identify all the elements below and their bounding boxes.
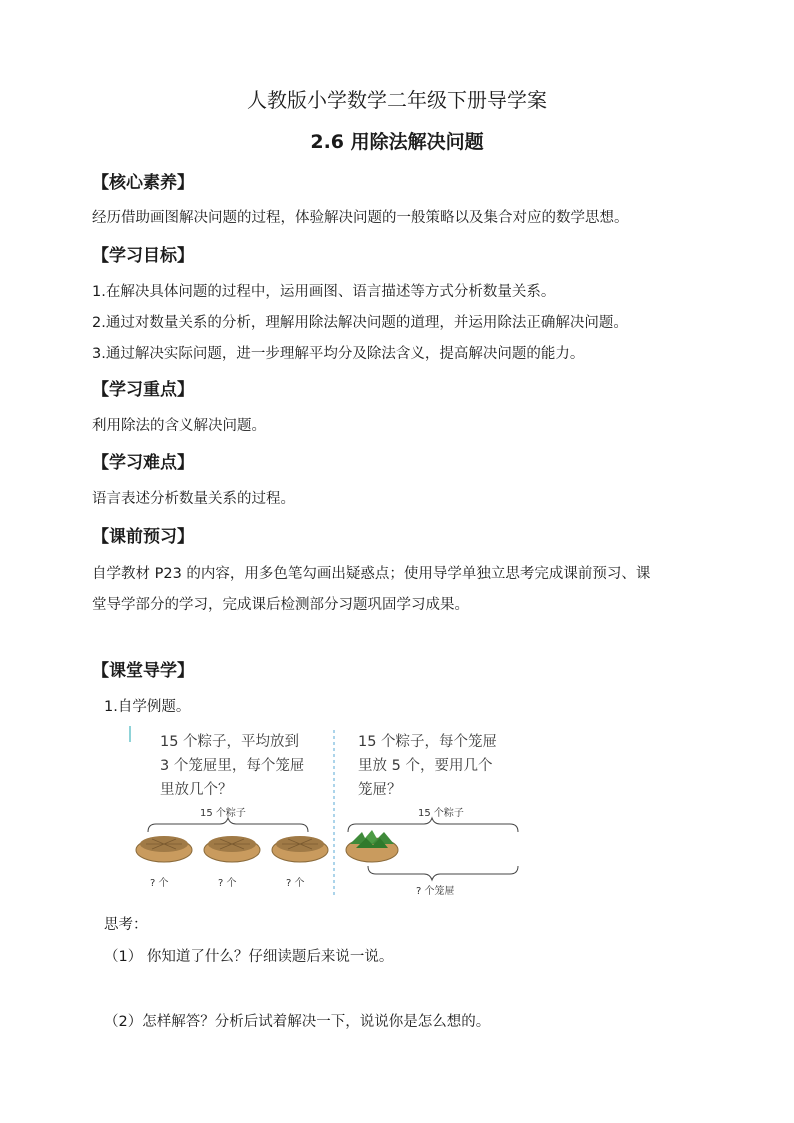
right-answer: ? 个笼屉 — [416, 886, 455, 897]
steamer-with-zongzi — [346, 830, 398, 862]
left-brace-label: 15 个粽子 — [200, 808, 246, 819]
goal-item-2: 2.通过对数量关系的分析，理解用除法解决问题的道理，并运用除法正确解决问题。 — [92, 315, 628, 331]
heading-core: 【核心素养】 — [92, 173, 194, 193]
left-answer-1: ? 个 — [150, 878, 169, 889]
steamer-basket-2 — [204, 836, 260, 862]
left-brace — [148, 818, 308, 832]
left-problem-line-3: 里放几个？ — [160, 782, 233, 798]
steamer-basket-1 — [136, 836, 192, 862]
document-title: 人教版小学数学二年级下册导学案 — [247, 88, 547, 112]
focus-text: 利用除法的含义解决问题。 — [92, 418, 266, 434]
preview-line-2: 堂导学部分的学习，完成课后检测部分习题巩固学习成果。 — [92, 597, 469, 613]
core-text: 经历借助画图解决问题的过程，体验解决问题的一般策略以及集合对应的数学思想。 — [92, 210, 629, 226]
left-problem-line-1: 15 个粽子，平均放到 — [160, 734, 300, 750]
preview-line-1: 自学教材 P23 的内容，用多色笔勾画出疑惑点；使用导学单独立思考完成课前预习、课 — [92, 566, 651, 582]
left-answer-3: ? 个 — [286, 878, 305, 889]
right-top-brace — [348, 818, 518, 832]
right-bottom-brace — [368, 866, 518, 880]
right-brace-label: 15 个粽子 — [418, 808, 464, 819]
heading-goals: 【学习目标】 — [92, 246, 194, 266]
right-problem-line-1: 15 个粽子，每个笼屉 — [358, 734, 498, 750]
guide-item-1: 1.自学例题。 — [104, 699, 191, 715]
goal-item-3: 3.通过解决实际问题，进一步理解平均分及除法含义，提高解决问题的能力。 — [92, 346, 585, 362]
left-answer-2: ? 个 — [218, 878, 237, 889]
thinking-question-1: （1） 你知道了什么？仔细读题后来说一说。 — [104, 949, 394, 965]
left-problem-line-2: 3 个笼屉里，每个笼屉 — [160, 758, 305, 774]
right-problem-line-3: 笼屉？ — [358, 782, 402, 798]
example-figure — [124, 720, 524, 900]
heading-guide: 【课堂导学】 — [92, 661, 194, 681]
right-problem-line-2: 里放 5 个，要用几个 — [358, 758, 493, 774]
thinking-label: 思考： — [104, 917, 148, 933]
goal-item-1: 1.在解决具体问题的过程中，运用画图、语言描述等方式分析数量关系。 — [92, 284, 556, 300]
steamer-basket-3 — [272, 836, 328, 862]
difficulty-text: 语言表述分析数量关系的过程。 — [92, 491, 295, 507]
thinking-question-2: （2）怎样解答？分析后试着解决一下，说说你是怎么想的。 — [104, 1014, 491, 1030]
heading-focus: 【学习重点】 — [92, 380, 194, 400]
heading-difficulty: 【学习难点】 — [92, 453, 194, 473]
heading-preview: 【课前预习】 — [92, 527, 194, 547]
lesson-title: 2.6 用除法解决问题 — [310, 131, 484, 153]
